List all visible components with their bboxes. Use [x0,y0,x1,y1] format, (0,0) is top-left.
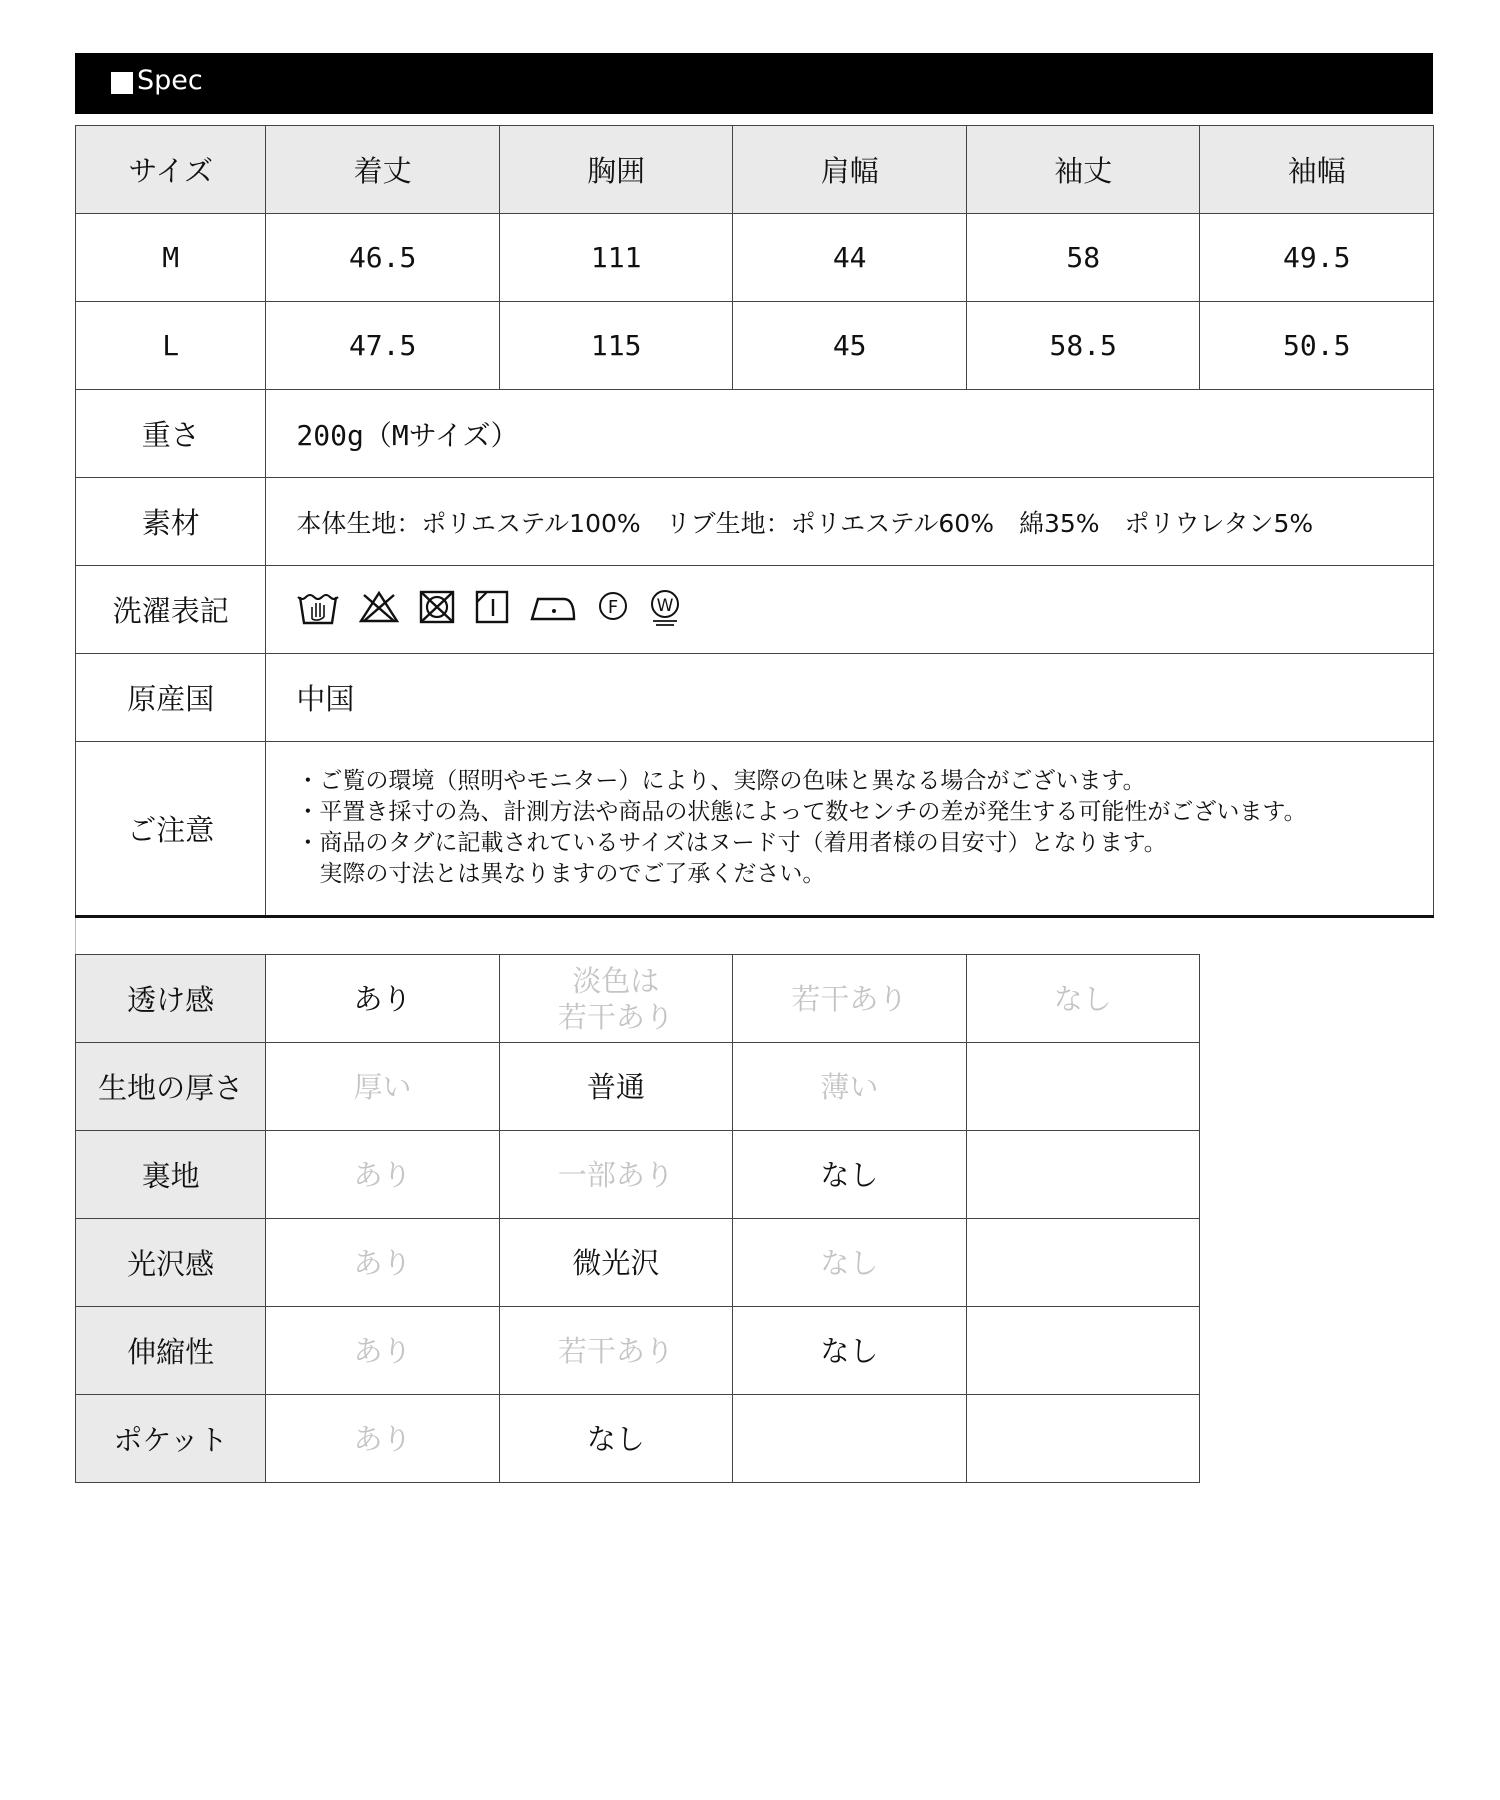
feature-row [76,1395,1200,1483]
square-bullet-icon [111,72,133,94]
table-cell: 50.5 [1200,302,1434,390]
table-cell: 49.5 [1200,214,1434,302]
material-row [76,478,1434,566]
feature-option: 普通 [499,1043,732,1131]
feature-row [76,1307,1200,1395]
feature-row [76,1131,1200,1219]
material-label: 素材 [76,478,266,566]
table-cell: 44 [733,214,967,302]
line-dry-shade-icon [474,589,510,625]
table-cell: 111 [499,214,733,302]
no-bleach-icon [358,589,400,625]
section-divider-edge [75,918,76,954]
table-cell: 115 [499,302,733,390]
hand-wash-icon [296,589,340,625]
dry-clean-f-icon [596,589,630,625]
table-row [76,214,1434,302]
note-line: 実際の寸法とは異なりますのでご了承ください。 [296,860,826,887]
note-line: ・平置き採寸の為、計測方法や商品の状態によって数センチの差が発生する可能性がございます。 [296,798,1307,825]
column-header: 袖幅 [1200,126,1434,214]
feature-row [76,1219,1200,1307]
care-label: 洗濯表記 [76,566,266,654]
feature-option: 若干あり [733,955,966,1043]
weight-row [76,390,1434,478]
feature-option: あり [266,1219,499,1307]
feature-option: なし [966,955,1199,1043]
spec-title: Spec [137,65,203,96]
notes-label: ご注意 [76,742,266,917]
feature-label: 透け感 [76,955,266,1043]
column-header: サイズ [76,126,266,214]
column-header: 着丈 [266,126,500,214]
origin-row [76,654,1434,742]
feature-option: 微光沢 [499,1219,732,1307]
size-cell: L [76,302,266,390]
no-tumble-dry-icon [418,589,456,625]
feature-option [966,1131,1199,1219]
feature-option: なし [499,1395,732,1483]
notes-row [76,742,1434,917]
iron-low-icon [528,589,578,625]
size-table-header-row [76,126,1434,214]
feature-option [966,1307,1199,1395]
feature-row [76,1043,1200,1131]
size-spec-table [75,125,1434,918]
feature-table-body [76,955,1200,1483]
feature-option: 薄い [733,1043,966,1131]
feature-option: なし [733,1219,966,1307]
feature-option: なし [733,1131,966,1219]
feature-option: 一部あり [499,1131,732,1219]
feature-option [966,1043,1199,1131]
feature-option [733,1395,966,1483]
table-cell: 45 [733,302,967,390]
svg-text:W: W [657,596,674,616]
origin-label: 原産国 [76,654,266,742]
feature-option: 厚い [266,1043,499,1131]
svg-text:F: F [608,597,619,618]
care-icons [296,587,682,627]
feature-option [966,1219,1199,1307]
feature-option: 若干あり [499,1307,732,1395]
column-header: 胸囲 [499,126,733,214]
column-header: 肩幅 [733,126,967,214]
table-cell: 58.5 [966,302,1200,390]
table-cell: 46.5 [266,214,500,302]
origin-value: 中国 [266,654,1434,742]
feature-label: 光沢感 [76,1219,266,1307]
weight-value: 200g（Mサイズ） [266,390,1434,478]
feature-option: あり [266,1395,499,1483]
feature-label: 生地の厚さ [76,1043,266,1131]
notes-cell [266,742,1434,917]
feature-option: なし [733,1307,966,1395]
feature-label: 伸縮性 [76,1307,266,1395]
care-icons-cell [266,566,1434,654]
table-cell: 47.5 [266,302,500,390]
note-line: ・ご覧の環境（照明やモニター）により、実際の色味と異なる場合がございます。 [296,767,1146,794]
feature-option: あり [266,955,499,1043]
fabric-feature-table [75,954,1200,1483]
feature-option: 淡色は 若干あり [499,955,732,1043]
feature-row [76,955,1200,1043]
feature-label: ポケット [76,1395,266,1483]
table-cell: 58 [966,214,1200,302]
feature-option [966,1395,1199,1483]
spec-header-bar [75,53,1433,114]
feature-option: あり [266,1131,499,1219]
material-value: 本体生地：ポリエステル100% リブ生地：ポリエステル60% 綿35% ポリウレタン5% [266,478,1434,566]
table-row [76,302,1434,390]
weight-label: 重さ [76,390,266,478]
column-header: 袖丈 [966,126,1200,214]
care-row [76,566,1434,654]
size-cell: M [76,214,266,302]
feature-label: 裏地 [76,1131,266,1219]
note-line: ・商品のタグに記載されているサイズはヌード寸（着用者様の目安寸）となります。 [296,829,1167,856]
wet-clean-w-icon [648,588,682,626]
feature-option: あり [266,1307,499,1395]
